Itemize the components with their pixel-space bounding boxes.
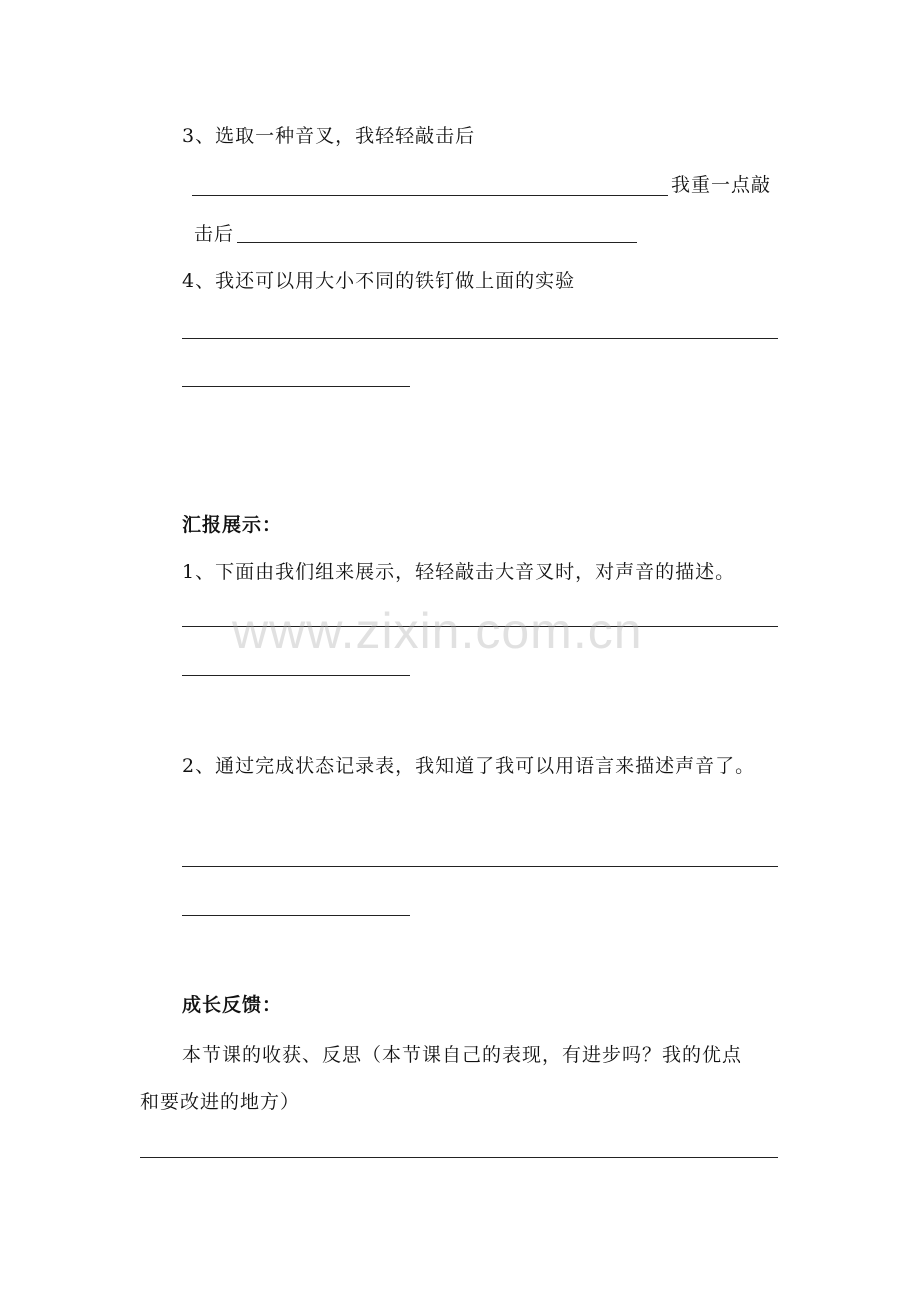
q4-answer-line-2[interactable] xyxy=(182,386,410,387)
q3-mid-text: 我重一点敲 xyxy=(671,174,772,196)
q4-answer-line-1[interactable] xyxy=(182,338,778,339)
watermark: www.zixin.com.cn xyxy=(232,603,643,659)
q4-text: 4、我还可以用大小不同的铁钉做上面的实验 xyxy=(182,270,576,292)
report-q2-answer-line-2[interactable] xyxy=(182,915,410,916)
feedback-prompt-line-1: 本节课的收获、反思（本节课自己的表现，有进步吗？我的优点 xyxy=(182,1044,743,1066)
feedback-heading: 成长反馈： xyxy=(182,994,283,1016)
feedback-answer-line[interactable] xyxy=(140,1157,778,1158)
report-q2-answer-line-1[interactable] xyxy=(182,866,778,867)
report-q1-answer-line-2[interactable] xyxy=(182,675,410,676)
report-q1-text: 1、下面由我们组来展示，轻轻敲击大音叉时，对声音的描述。 xyxy=(182,561,736,583)
q3-answer-line-hard[interactable] xyxy=(237,242,637,243)
q3-text: 3、选取一种音叉，我轻轻敲击后 xyxy=(182,125,476,147)
report-q2-text: 2、通过完成状态记录表，我知道了我可以用语言来描述声音了。 xyxy=(182,755,756,777)
feedback-prompt-line-2: 和要改进的地方） xyxy=(140,1091,301,1113)
q3-answer-line-soft[interactable] xyxy=(192,195,668,196)
q3-continued-text: 击后 xyxy=(194,223,235,245)
report-heading: 汇报展示： xyxy=(182,514,283,536)
